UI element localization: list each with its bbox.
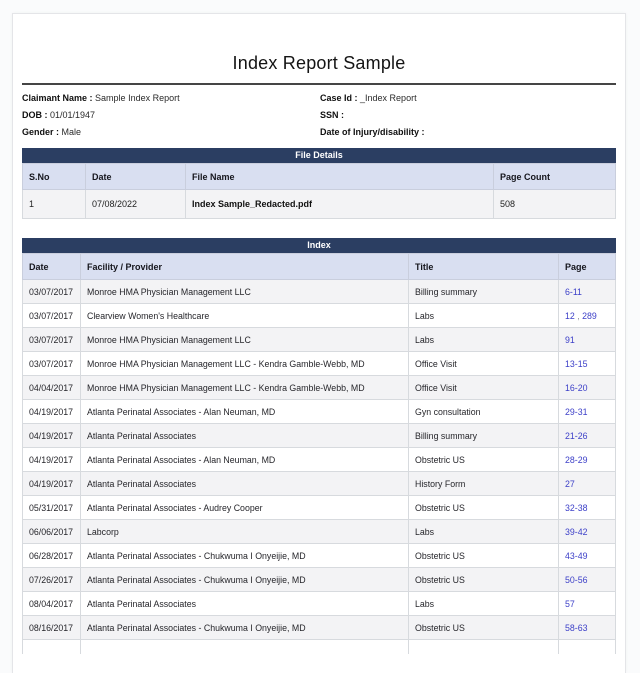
index-facility-cell: Atlanta Perinatal Associates - Alan Neuman, MD: [81, 400, 409, 424]
file-details-row: [23, 190, 616, 219]
index-table-row: [23, 400, 616, 424]
index-page-cell: [559, 520, 616, 544]
index-facility-cell: Monroe HMA Physician Management LLC: [81, 328, 409, 352]
index-title-cell: Office Visit: [409, 352, 559, 376]
index-title-cell: Obstetric US: [409, 496, 559, 520]
page-range-link[interactable]: 50-56: [565, 574, 588, 585]
index-table-row: [23, 352, 616, 376]
index-date-cell: 04/19/2017: [23, 424, 81, 448]
index-table-row: [23, 592, 616, 616]
index-table-row: [23, 496, 616, 520]
index-title-cell: Billing summary: [409, 280, 559, 304]
index-title-cell: Obstetric US: [409, 544, 559, 568]
index-facility-cell: Monroe HMA Physician Management LLC: [81, 280, 409, 304]
page-range-link[interactable]: 39-42: [565, 526, 588, 537]
index-title-cell: Obstetric US: [409, 448, 559, 472]
col-facility-provider: Facility / Provider: [81, 254, 409, 280]
dob-field: [22, 107, 320, 124]
index-section-header: Index: [22, 238, 616, 253]
index-page-cell: [559, 376, 616, 400]
empty-cell: [409, 640, 559, 654]
gender-value: Male: [61, 127, 82, 137]
col-index-date: Date: [23, 254, 81, 280]
ssn-field: [320, 107, 616, 124]
index-table-row: [23, 472, 616, 496]
index-page-cell: [559, 592, 616, 616]
page-range-link[interactable]: 21-26: [565, 430, 588, 441]
index-facility-cell: Clearview Women's Healthcare: [81, 304, 409, 328]
page-range-link[interactable]: 27: [565, 478, 575, 489]
claimant-name-value: Sample Index Report: [95, 93, 180, 103]
file-details-section-header: File Details: [22, 148, 616, 163]
page-range-link[interactable]: 57: [565, 598, 575, 609]
index-table-row-partial: [23, 640, 616, 654]
index-title-cell: Obstetric US: [409, 616, 559, 640]
index-page-cell: [559, 568, 616, 592]
report-page: [12, 13, 626, 673]
file-date: 07/08/2022: [86, 190, 186, 219]
col-file-name: File Name: [186, 164, 494, 190]
gender-field: [22, 124, 320, 141]
index-title-cell: Labs: [409, 304, 559, 328]
col-title: Title: [409, 254, 559, 280]
index-table: [22, 253, 616, 654]
index-page-cell: [559, 400, 616, 424]
index-title-cell: Gyn consultation: [409, 400, 559, 424]
index-facility-cell: Labcorp: [81, 520, 409, 544]
index-facility-cell: Atlanta Perinatal Associates - Chukwuma I Onyeijie, MD: [81, 568, 409, 592]
page-title: Index Report Sample: [232, 53, 406, 73]
page-range-link[interactable]: 12: [565, 310, 575, 321]
index-title-cell: Labs: [409, 520, 559, 544]
index-page-cell: [559, 352, 616, 376]
index-title-cell: History Form: [409, 472, 559, 496]
ssn-label: SSN :: [320, 110, 345, 120]
index-page-cell: [559, 280, 616, 304]
index-date-cell: 04/19/2017: [23, 400, 81, 424]
index-title-cell: Billing summary: [409, 424, 559, 448]
index-facility-cell: Monroe HMA Physician Management LLC - Kendra Gamble-Webb, MD: [81, 376, 409, 400]
index-facility-cell: Monroe HMA Physician Management LLC - Kendra Gamble-Webb, MD: [81, 352, 409, 376]
dob-value: 01/01/1947: [50, 110, 96, 120]
index-page-cell: [559, 448, 616, 472]
page-range-link[interactable]: 32-38: [565, 502, 588, 513]
claimant-name-field: [22, 90, 320, 107]
claimant-name-label: Claimant Name :: [22, 93, 93, 103]
section-gap: [22, 219, 616, 231]
index-page-cell: [559, 424, 616, 448]
col-date: Date: [86, 164, 186, 190]
index-table-row: [23, 520, 616, 544]
index-date-cell: 05/31/2017: [23, 496, 81, 520]
index-table-row: [23, 448, 616, 472]
index-page-cell: [559, 328, 616, 352]
index-table-row: [23, 376, 616, 400]
index-table-row: [23, 544, 616, 568]
title-divider: [22, 83, 616, 85]
index-table-row: [23, 568, 616, 592]
empty-cell: [23, 640, 81, 654]
col-page-count: Page Count: [494, 164, 616, 190]
page-range-link[interactable]: 28-29: [565, 454, 588, 465]
index-page-cell: [559, 472, 616, 496]
page-range-link[interactable]: 289: [582, 310, 597, 321]
page-range-link[interactable]: 13-15: [565, 358, 588, 369]
index-table-row: [23, 616, 616, 640]
index-date-cell: 08/16/2017: [23, 616, 81, 640]
index-date-cell: 03/07/2017: [23, 352, 81, 376]
index-title-cell: Obstetric US: [409, 568, 559, 592]
file-name: Index Sample_Redacted.pdf: [186, 190, 494, 219]
index-date-cell: 08/04/2017: [23, 592, 81, 616]
index-date-cell: 04/04/2017: [23, 376, 81, 400]
file-details-table: [22, 163, 616, 219]
index-title-cell: Labs: [409, 592, 559, 616]
case-id-field: [320, 90, 616, 107]
case-id-value: _Index Report: [360, 93, 417, 103]
index-title-cell: Office Visit: [409, 376, 559, 400]
index-facility-cell: Atlanta Perinatal Associates: [81, 592, 409, 616]
claimant-info: [22, 90, 616, 141]
file-page-count: 508: [494, 190, 616, 219]
index-date-cell: 06/28/2017: [23, 544, 81, 568]
injury-date-field: [320, 124, 616, 141]
index-table-row: [23, 424, 616, 448]
page-range-link[interactable]: 29-31: [565, 406, 588, 417]
dob-label: DOB :: [22, 110, 48, 120]
page-separator: ,: [574, 310, 583, 321]
file-sno: 1: [23, 190, 86, 219]
col-sno: S.No: [23, 164, 86, 190]
index-table-row: [23, 328, 616, 352]
index-date-cell: 06/06/2017: [23, 520, 81, 544]
index-facility-cell: Atlanta Perinatal Associates - Audrey Cooper: [81, 496, 409, 520]
case-id-label: Case Id :: [320, 93, 358, 103]
page-range-link[interactable]: 43-49: [565, 550, 588, 561]
index-date-cell: 04/19/2017: [23, 448, 81, 472]
index-page-cell: [559, 616, 616, 640]
index-date-cell: 04/19/2017: [23, 472, 81, 496]
page-range-link[interactable]: 16-20: [565, 382, 588, 393]
index-facility-cell: Atlanta Perinatal Associates - Alan Neuman, MD: [81, 448, 409, 472]
index-date-cell: 07/26/2017: [23, 568, 81, 592]
index-header-row: [23, 254, 616, 280]
index-facility-cell: Atlanta Perinatal Associates - Chukwuma I Onyeijie, MD: [81, 616, 409, 640]
injury-date-label: Date of Injury/disability :: [320, 127, 425, 137]
file-details-header-row: [23, 164, 616, 190]
index-page-cell: [559, 544, 616, 568]
page-range-link[interactable]: 58-63: [565, 622, 588, 633]
index-table-row: [23, 304, 616, 328]
gender-label: Gender :: [22, 127, 60, 137]
index-table-row: [23, 280, 616, 304]
index-title-cell: Labs: [409, 328, 559, 352]
index-date-cell: 03/07/2017: [23, 280, 81, 304]
empty-cell: [81, 640, 409, 654]
index-date-cell: 03/07/2017: [23, 328, 81, 352]
index-facility-cell: Atlanta Perinatal Associates: [81, 472, 409, 496]
index-facility-cell: Atlanta Perinatal Associates - Chukwuma I Onyeijie, MD: [81, 544, 409, 568]
empty-cell: [559, 640, 616, 654]
index-date-cell: 03/07/2017: [23, 304, 81, 328]
col-page: Page: [559, 254, 616, 280]
index-facility-cell: Atlanta Perinatal Associates: [81, 424, 409, 448]
page-range-link[interactable]: 6-11: [565, 286, 582, 297]
page-range-link[interactable]: 91: [565, 334, 575, 345]
index-page-cell: [559, 304, 616, 328]
index-page-cell: [559, 496, 616, 520]
